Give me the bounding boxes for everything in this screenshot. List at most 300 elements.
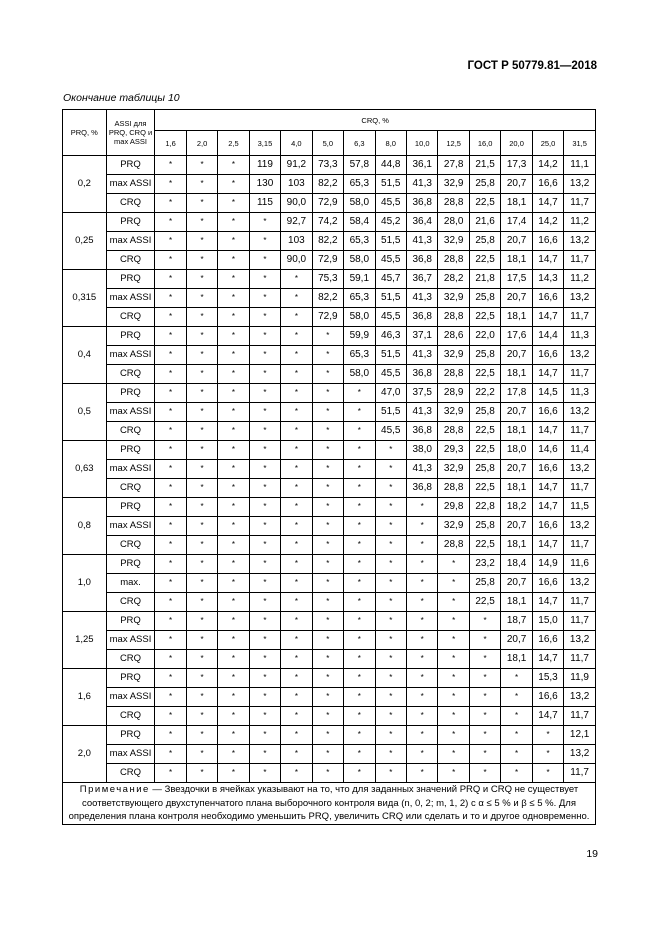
table-cell: *: [281, 498, 312, 517]
table-cell: 22,5: [469, 441, 500, 460]
table-cell: *: [375, 764, 406, 783]
table-cell: 22,5: [469, 365, 500, 384]
table-row: [63, 536, 596, 555]
table-cell: *: [406, 688, 437, 707]
table-cell: *: [344, 612, 375, 631]
row-label: max ASSI: [106, 232, 155, 251]
prq-group-value: 0,2: [63, 156, 107, 213]
table-row: [63, 612, 596, 631]
row-label: PRQ: [106, 213, 155, 232]
table-cell: *: [186, 650, 217, 669]
table-cell: *: [281, 669, 312, 688]
table-cell: *: [438, 593, 469, 612]
table-cell: 119: [249, 156, 280, 175]
table-cell: 72,9: [312, 308, 343, 327]
row-label: max.: [106, 574, 155, 593]
table-cell: *: [249, 707, 280, 726]
table-cell: 18,1: [501, 308, 532, 327]
table-cell: 41,3: [406, 403, 437, 422]
table-cell: 22,5: [469, 536, 500, 555]
table-cell: 14,7: [532, 650, 563, 669]
table-cell: 11,7: [564, 612, 596, 631]
table-cell: 13,2: [564, 289, 596, 308]
table-cell: *: [155, 650, 186, 669]
table-cell: *: [249, 251, 280, 270]
table-cell: *: [375, 688, 406, 707]
table-cell: *: [186, 156, 217, 175]
table-cell: 58,0: [344, 308, 375, 327]
table-cell: *: [218, 175, 249, 194]
table-cell: 32,9: [438, 346, 469, 365]
row-label: CRQ: [106, 707, 155, 726]
page-number: 19: [586, 848, 598, 860]
table-row: [63, 574, 596, 593]
prq-group-value: 1,6: [63, 669, 107, 726]
table-cell: *: [186, 745, 217, 764]
table-cell: 90,0: [281, 251, 312, 270]
table-cell: 18,1: [501, 365, 532, 384]
table-cell: *: [155, 403, 186, 422]
table-cell: 13,2: [564, 745, 596, 764]
table-row: [63, 194, 596, 213]
row-label: max ASSI: [106, 175, 155, 194]
table-cell: 37,1: [406, 327, 437, 346]
table-cell: *: [249, 517, 280, 536]
table-cell: 130: [249, 175, 280, 194]
table-cell: *: [155, 479, 186, 498]
table-cell: *: [312, 441, 343, 460]
table-cell: *: [186, 517, 217, 536]
table-cell: 27,8: [438, 156, 469, 175]
table-cell: 11,1: [564, 156, 596, 175]
table-cell: *: [438, 688, 469, 707]
table-cell: 41,3: [406, 346, 437, 365]
table-cell: *: [344, 460, 375, 479]
row-label: max ASSI: [106, 688, 155, 707]
row-label: max ASSI: [106, 517, 155, 536]
table-cell: *: [469, 631, 500, 650]
table-cell: *: [344, 517, 375, 536]
table-cell: *: [155, 688, 186, 707]
table-cell: *: [312, 764, 343, 783]
table-cell: 22,0: [469, 327, 500, 346]
table-cell: *: [155, 498, 186, 517]
table-cell: *: [249, 745, 280, 764]
table-row: [63, 346, 596, 365]
table-cell: 14,9: [532, 555, 563, 574]
table-cell: *: [155, 194, 186, 213]
table-row: [63, 631, 596, 650]
table-cell: 44,8: [375, 156, 406, 175]
table-cell: *: [344, 688, 375, 707]
table-cell: *: [344, 536, 375, 555]
table-cell: *: [281, 650, 312, 669]
table-row: [63, 289, 596, 308]
table-row: [63, 156, 596, 175]
table-cell: 28,9: [438, 384, 469, 403]
table-cell: *: [249, 213, 280, 232]
table-cell: *: [312, 479, 343, 498]
table-cell: 115: [249, 194, 280, 213]
table-cell: 14,6: [532, 441, 563, 460]
table-cell: *: [281, 270, 312, 289]
table-cell: *: [469, 764, 500, 783]
row-label: PRQ: [106, 669, 155, 688]
table-cell: 13,2: [564, 403, 596, 422]
table-cell: *: [281, 631, 312, 650]
table-cell: 18,1: [501, 251, 532, 270]
table-cell: *: [281, 555, 312, 574]
table-cell: *: [218, 289, 249, 308]
table-cell: 92,7: [281, 213, 312, 232]
table-cell: 82,2: [312, 175, 343, 194]
table-cell: *: [186, 479, 217, 498]
table-cell: 51,5: [375, 346, 406, 365]
table-cell: *: [249, 555, 280, 574]
table-cell: *: [155, 764, 186, 783]
table-cell: 17,4: [501, 213, 532, 232]
table-row: [63, 745, 596, 764]
table-cell: *: [312, 707, 343, 726]
table-cell: *: [344, 441, 375, 460]
table-cell: *: [375, 707, 406, 726]
table-cell: 20,7: [501, 403, 532, 422]
table-cell: 51,5: [375, 289, 406, 308]
table-cell: *: [406, 631, 437, 650]
table-cell: *: [312, 593, 343, 612]
table-cell: *: [375, 479, 406, 498]
table-cell: *: [218, 726, 249, 745]
table-cell: 28,8: [438, 308, 469, 327]
table-cell: *: [218, 707, 249, 726]
table-row: [63, 308, 596, 327]
table-cell: *: [186, 669, 217, 688]
header-crq: CRQ, %: [155, 110, 596, 131]
table-cell: *: [406, 669, 437, 688]
table-cell: *: [218, 745, 249, 764]
table-cell: 16,6: [532, 289, 563, 308]
table-row: [63, 365, 596, 384]
table-cell: *: [249, 688, 280, 707]
row-label: CRQ: [106, 536, 155, 555]
table-cell: 14,7: [532, 593, 563, 612]
table-cell: 28,2: [438, 270, 469, 289]
table-cell: *: [249, 460, 280, 479]
table-cell: *: [155, 707, 186, 726]
table-cell: *: [375, 574, 406, 593]
table-row: [63, 764, 596, 783]
table-row: [63, 175, 596, 194]
table-cell: *: [312, 555, 343, 574]
table-cell: *: [312, 403, 343, 422]
crq-header-cell: 25,0: [532, 131, 563, 156]
table-cell: *: [218, 251, 249, 270]
table-cell: *: [375, 593, 406, 612]
table-cell: 11,2: [564, 270, 596, 289]
table-cell: 13,2: [564, 175, 596, 194]
table-cell: 103: [281, 232, 312, 251]
table-cell: *: [406, 517, 437, 536]
table-cell: *: [438, 726, 469, 745]
crq-header-cell: 4,0: [281, 131, 312, 156]
table-cell: *: [155, 536, 186, 555]
table-cell: *: [532, 764, 563, 783]
table-cell: *: [218, 346, 249, 365]
row-label: PRQ: [106, 441, 155, 460]
table-cell: 22,5: [469, 308, 500, 327]
table-cell: 18,7: [501, 612, 532, 631]
row-label: max ASSI: [106, 403, 155, 422]
table-row: [63, 422, 596, 441]
table-cell: 32,9: [438, 460, 469, 479]
table-cell: 11,9: [564, 669, 596, 688]
table-cell: *: [218, 669, 249, 688]
table-cell: *: [281, 422, 312, 441]
table-cell: 16,6: [532, 517, 563, 536]
table-cell: *: [375, 745, 406, 764]
table-cell: *: [155, 460, 186, 479]
table-cell: *: [249, 764, 280, 783]
table-cell: 32,9: [438, 403, 469, 422]
table-cell: *: [249, 669, 280, 688]
table-cell: *: [186, 194, 217, 213]
table-cell: 20,7: [501, 346, 532, 365]
crq-header-cell: 6,3: [344, 131, 375, 156]
table-cell: 75,3: [312, 270, 343, 289]
table-cell: 82,2: [312, 232, 343, 251]
table-cell: *: [281, 365, 312, 384]
table-cell: *: [532, 726, 563, 745]
table-cell: 20,7: [501, 574, 532, 593]
table-cell: *: [249, 232, 280, 251]
table-cell: 11,7: [564, 365, 596, 384]
table-cell: *: [218, 536, 249, 555]
table-cell: *: [155, 365, 186, 384]
table-cell: 18,0: [501, 441, 532, 460]
table-cell: *: [375, 669, 406, 688]
table-cell: 45,5: [375, 251, 406, 270]
table-cell: *: [218, 498, 249, 517]
table-cell: *: [344, 574, 375, 593]
table-cell: 28,8: [438, 194, 469, 213]
table-cell: *: [155, 213, 186, 232]
table-cell: 58,0: [344, 194, 375, 213]
table-cell: *: [501, 669, 532, 688]
table-cell: 12,1: [564, 726, 596, 745]
crq-header-cell: 5,0: [312, 131, 343, 156]
table-row: [63, 232, 596, 251]
table-cell: 14,7: [532, 308, 563, 327]
table-cell: *: [186, 422, 217, 441]
table-cell: *: [438, 631, 469, 650]
row-label: PRQ: [106, 270, 155, 289]
table-cell: *: [155, 156, 186, 175]
table-cell: *: [344, 555, 375, 574]
table-cell: 16,6: [532, 175, 563, 194]
table-cell: 36,4: [406, 213, 437, 232]
table-cell: 58,0: [344, 251, 375, 270]
table-cell: *: [218, 403, 249, 422]
crq-header-cell: 2,5: [218, 131, 249, 156]
table-cell: 22,5: [469, 422, 500, 441]
table-cell: 20,7: [501, 175, 532, 194]
row-label: CRQ: [106, 251, 155, 270]
table-cell: *: [312, 365, 343, 384]
table-cell: 22,5: [469, 194, 500, 213]
table-cell: *: [344, 745, 375, 764]
table-cell: *: [186, 612, 217, 631]
table-cell: *: [218, 555, 249, 574]
table-cell: *: [344, 593, 375, 612]
table-cell: 11,2: [564, 213, 596, 232]
table-cell: 41,3: [406, 460, 437, 479]
table-cell: 11,6: [564, 555, 596, 574]
table-cell: *: [375, 726, 406, 745]
table-cell: *: [312, 327, 343, 346]
table-cell: 22,5: [469, 251, 500, 270]
table-cell: 74,2: [312, 213, 343, 232]
table-cell: 58,4: [344, 213, 375, 232]
table-cell: 14,5: [532, 384, 563, 403]
table-cell: 18,1: [501, 479, 532, 498]
table-cell: *: [155, 232, 186, 251]
row-label: max ASSI: [106, 631, 155, 650]
table-cell: 11,3: [564, 384, 596, 403]
row-label: CRQ: [106, 365, 155, 384]
table-cell: 11,7: [564, 593, 596, 612]
table-row: [63, 327, 596, 346]
table-cell: *: [438, 669, 469, 688]
table-cell: 15,3: [532, 669, 563, 688]
table-cell: *: [312, 650, 343, 669]
note-text: — Звездочки в ячейках указывают на то, что для заданных значений PRQ и CRQ не существует соответствующего двухступенчатого плана выборочного контроля вида (n, 0, 2; m, 1, 2) с α ≤ 5 % и β ≤ 5 %. Для определения плана контроля необходимо уменьшить PRQ, увеличить CRQ или сделать и то и другое одновременно.: [68, 784, 590, 822]
table-cell: *: [186, 346, 217, 365]
table-cell: 72,9: [312, 251, 343, 270]
table-cell: *: [312, 574, 343, 593]
table-cell: 47,0: [375, 384, 406, 403]
prq-group-value: 2,0: [63, 726, 107, 783]
table-cell: 91,2: [281, 156, 312, 175]
prq-group-value: 0,8: [63, 498, 107, 555]
table-cell: *: [312, 460, 343, 479]
table-cell: 25,8: [469, 460, 500, 479]
table-cell: *: [186, 308, 217, 327]
table-cell: *: [281, 536, 312, 555]
table-cell: *: [218, 593, 249, 612]
table-cell: 17,8: [501, 384, 532, 403]
table-cell: 14,7: [532, 365, 563, 384]
table-cell: 18,2: [501, 498, 532, 517]
table-cell: 20,7: [501, 232, 532, 251]
table-cell: 72,9: [312, 194, 343, 213]
table-cell: *: [186, 707, 217, 726]
table-cell: *: [249, 631, 280, 650]
table-cell: 16,6: [532, 232, 563, 251]
table-cell: *: [375, 612, 406, 631]
table-cell: 45,5: [375, 194, 406, 213]
table-cell: *: [281, 593, 312, 612]
table-cell: *: [344, 631, 375, 650]
prq-group-value: 0,4: [63, 327, 107, 384]
table-cell: 11,5: [564, 498, 596, 517]
prq-group-value: 0,5: [63, 384, 107, 441]
crq-header-cell: 2,0: [186, 131, 217, 156]
table-row: [63, 460, 596, 479]
row-label: CRQ: [106, 650, 155, 669]
table-cell: 21,6: [469, 213, 500, 232]
table-cell: *: [375, 631, 406, 650]
table-cell: *: [218, 270, 249, 289]
table-cell: 14,7: [532, 707, 563, 726]
table-cell: *: [249, 365, 280, 384]
table-cell: *: [218, 194, 249, 213]
table-cell: 11,7: [564, 251, 596, 270]
table-cell: 45,2: [375, 213, 406, 232]
table-cell: *: [186, 327, 217, 346]
row-label: CRQ: [106, 194, 155, 213]
prq-group-value: 0,63: [63, 441, 107, 498]
table-row: [63, 593, 596, 612]
table-cell: 90,0: [281, 194, 312, 213]
table-cell: *: [155, 441, 186, 460]
table-row: [63, 688, 596, 707]
table-cell: *: [186, 688, 217, 707]
table-cell: *: [249, 650, 280, 669]
table-cell: *: [312, 745, 343, 764]
table-cell: 41,3: [406, 232, 437, 251]
table-cell: *: [344, 764, 375, 783]
table-cell: *: [312, 384, 343, 403]
table-cell: *: [249, 346, 280, 365]
table-cell: *: [218, 631, 249, 650]
table-cell: *: [218, 327, 249, 346]
table-row: [63, 384, 596, 403]
table-cell: *: [406, 764, 437, 783]
table-cell: *: [281, 346, 312, 365]
table-cell: 25,8: [469, 403, 500, 422]
table-cell: 65,3: [344, 289, 375, 308]
table-cell: 22,8: [469, 498, 500, 517]
table-cell: *: [186, 213, 217, 232]
crq-header-cell: 20,0: [501, 131, 532, 156]
table-cell: *: [249, 726, 280, 745]
table-cell: 25,8: [469, 175, 500, 194]
table-cell: 36,1: [406, 156, 437, 175]
table-cell: *: [375, 460, 406, 479]
table-cell: *: [281, 441, 312, 460]
table-cell: *: [186, 251, 217, 270]
crq-header-cell: 8,0: [375, 131, 406, 156]
table-cell: *: [532, 745, 563, 764]
row-label: max ASSI: [106, 289, 155, 308]
table-cell: *: [249, 479, 280, 498]
table-cell: *: [501, 688, 532, 707]
table-cell: 57,8: [344, 156, 375, 175]
table-cell: *: [312, 612, 343, 631]
table-cell: *: [249, 289, 280, 308]
table-cell: 41,3: [406, 175, 437, 194]
table-cell: 45,7: [375, 270, 406, 289]
table-cell: *: [469, 612, 500, 631]
table-cell: 36,8: [406, 308, 437, 327]
row-label: CRQ: [106, 764, 155, 783]
table-cell: *: [469, 726, 500, 745]
row-label: CRQ: [106, 422, 155, 441]
table-cell: *: [218, 422, 249, 441]
table-row: [63, 479, 596, 498]
table-cell: 13,2: [564, 346, 596, 365]
table-cell: *: [186, 270, 217, 289]
